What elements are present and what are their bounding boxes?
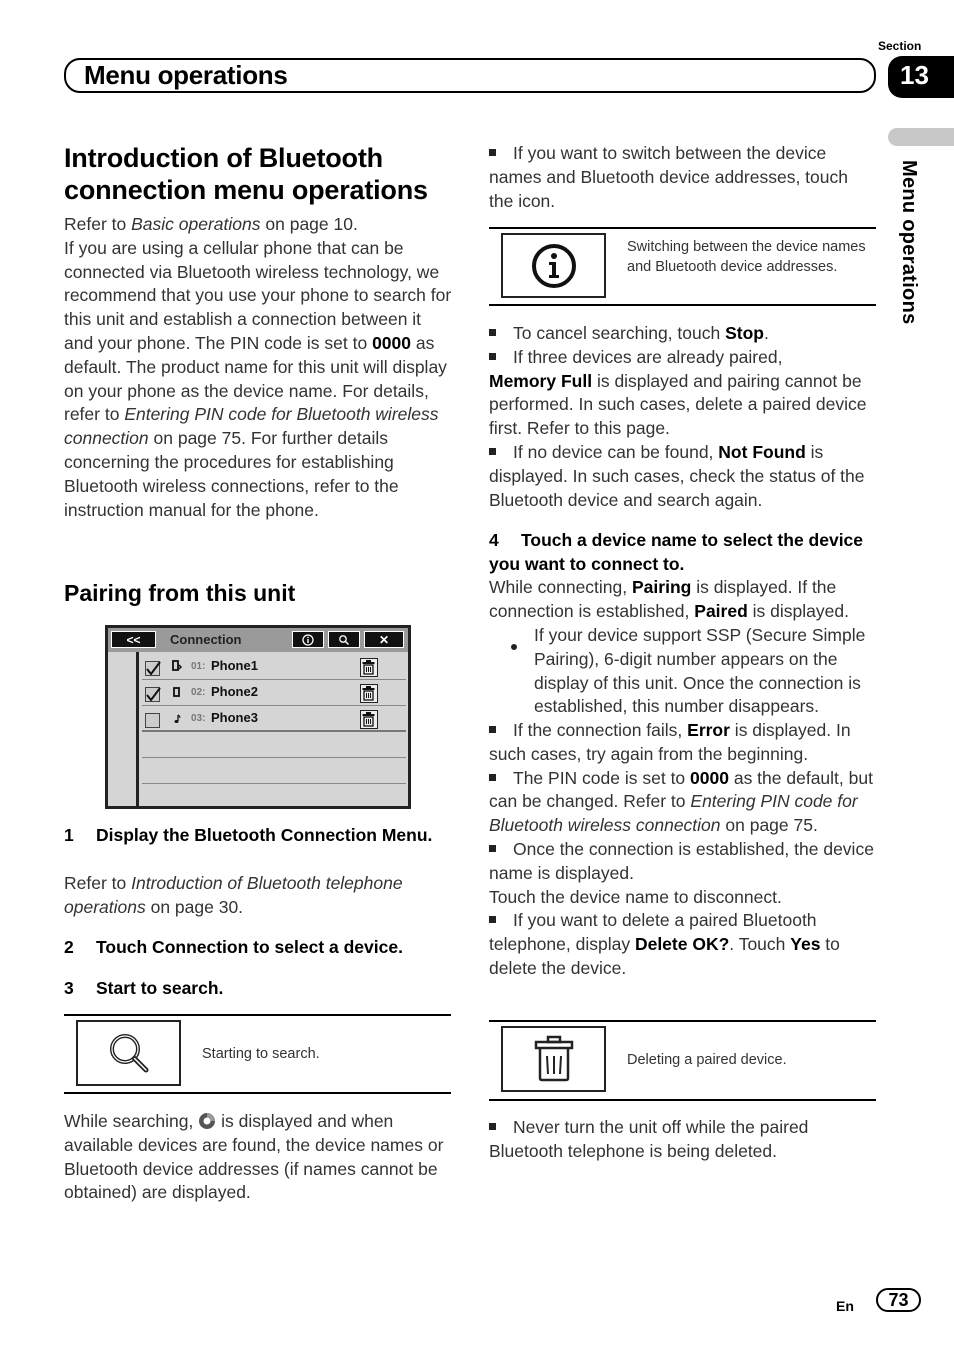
- link-basic-operations[interactable]: Basic operations: [131, 214, 261, 234]
- searching-paragraph: [64, 1110, 454, 1205]
- text: Once the connection is established, the device name is displayed.: [489, 838, 874, 883]
- note-delete: [489, 909, 879, 980]
- device-name[interactable]: Phone1: [211, 658, 258, 673]
- info-icon: [302, 634, 314, 646]
- bullet-square: [489, 726, 496, 733]
- device-number: 01:: [191, 661, 206, 672]
- device-row[interactable]: [142, 706, 406, 732]
- callout-rule-top: [489, 227, 876, 229]
- step-text: Start to search.: [96, 978, 224, 998]
- step-number: 3: [64, 978, 74, 998]
- note-cancel: [489, 322, 877, 346]
- text: If you want to switch between the device names and Bluetooth device addresses, touch the icon.: [489, 143, 848, 211]
- info-callout-text: Switching between the device names and Bluetooth device addresses.: [627, 239, 866, 275]
- text: is displayed and when available devices are found, the device names or Bluetooth device addresses (if names cannot be obtained) are displayed.: [64, 1111, 444, 1203]
- music-note-icon: [172, 712, 182, 724]
- page-number: 73: [876, 1288, 921, 1312]
- search-callout-text: Starting to search.: [202, 1046, 320, 1062]
- text: on page 75. For further details concerning the procedures for establishing Bluetooth wireless connections, refer to the instruction manual for the phone.: [64, 428, 399, 520]
- device-number: 02:: [191, 687, 206, 698]
- step-4: [489, 529, 877, 576]
- text: . Touch: [729, 934, 791, 955]
- back-button[interactable]: <<: [111, 631, 156, 648]
- bullet-square: [489, 448, 496, 455]
- trash-icon: [361, 711, 376, 727]
- bullet-square: [489, 916, 496, 923]
- bullet: [489, 624, 534, 719]
- page-header-title: Menu operations: [84, 60, 288, 90]
- text: is displayed. In such cases, check the status of the Bluetooth device and search again.: [489, 441, 865, 510]
- callout-rule-bottom: [489, 1099, 876, 1101]
- side-section-label: Menu operations: [898, 160, 920, 325]
- device-checkbox[interactable]: [145, 687, 160, 702]
- delete-device-button[interactable]: [360, 710, 378, 729]
- step-2: [64, 936, 403, 960]
- step-1: [64, 824, 454, 848]
- text: on page 30.: [145, 896, 244, 917]
- text: as the default, but can be changed. Refer to: [489, 767, 873, 812]
- bullet-square: [489, 329, 496, 336]
- device-number: 03:: [191, 713, 206, 724]
- error-label: Error: [687, 720, 730, 740]
- screen-title: Connection: [170, 632, 242, 647]
- checkmark-icon: [146, 660, 161, 677]
- trash-icon: [532, 1034, 576, 1084]
- step-text: Display the Bluetooth Connection Menu.: [96, 825, 433, 845]
- memory-full-label: Memory Full: [489, 370, 593, 391]
- trash-icon: [361, 659, 376, 675]
- text: on page 75.: [720, 815, 818, 836]
- intro-paragraph: [64, 213, 454, 522]
- empty-row: [142, 732, 406, 758]
- text: on page 10.: [260, 214, 358, 234]
- connecting-paragraph: [489, 576, 879, 624]
- text: If you are using a cellular phone that can be connected via Bluetooth wireless technology, we recommend that you use your phone to search for this unit and establish a connection between it and your phone. The PIN code is set to: [64, 237, 452, 353]
- search-icon: [338, 634, 350, 646]
- text: To cancel searching, touch: [513, 323, 726, 343]
- notes-block-1: [489, 322, 877, 512]
- note-never-off: [489, 1116, 877, 1164]
- device-checkbox[interactable]: [145, 661, 160, 676]
- close-button[interactable]: ✕: [364, 631, 404, 648]
- search-button[interactable]: [328, 631, 360, 648]
- ssp-note: [489, 624, 879, 719]
- info-icon-box: [501, 233, 606, 298]
- text: If three devices are already paired,: [513, 346, 783, 367]
- device-name[interactable]: Phone2: [211, 684, 258, 699]
- text: If your device support SSP (Secure Simple Pairing), 6-digit number appears on the display of this unit. Once the connection is established, this number disappears.: [534, 625, 866, 717]
- text: Never turn the unit off while the paired Bluetooth telephone is being deleted.: [489, 1117, 809, 1161]
- note-error: [489, 719, 879, 767]
- bullet-square: [489, 774, 496, 781]
- pairing-label: Pairing: [632, 577, 692, 597]
- notes-block-2: [489, 719, 879, 981]
- checkmark-icon: [146, 686, 161, 703]
- note-disconnect: Touch the device name to disconnect.: [489, 886, 782, 907]
- trash-icon: [361, 685, 376, 701]
- subheading-pairing: Pairing from this unit: [64, 580, 296, 606]
- title-line-1: Introduction of Bluetooth: [64, 143, 383, 173]
- empty-row: [142, 758, 406, 784]
- text: If you want to delete a paired Bluetooth telephone, display: [489, 910, 817, 955]
- delete-ok-label: Delete OK?: [634, 934, 730, 955]
- not-found-label: Not Found: [718, 441, 806, 462]
- device-name[interactable]: Phone3: [211, 710, 258, 725]
- section-number: 13: [900, 60, 929, 90]
- callout-rule-bottom: [489, 304, 876, 306]
- text: .: [763, 323, 769, 343]
- text: is displayed and pairing cannot be performed. In such cases, delete a paired device first. Refer to this page.: [489, 370, 867, 439]
- bullet-square: [489, 353, 496, 360]
- device-row[interactable]: [142, 680, 406, 706]
- text: While connecting,: [489, 577, 632, 597]
- side-thumb-tab: [888, 128, 954, 146]
- title-line-2: connection menu operations: [64, 175, 428, 205]
- callout-rule-top: [64, 1014, 451, 1016]
- device-checkbox[interactable]: [145, 713, 160, 728]
- search-icon: [106, 1030, 152, 1076]
- text: Refer to: [64, 873, 132, 893]
- connection-screen: [105, 625, 411, 809]
- phone-audio-icon: [172, 660, 182, 672]
- note-established: [489, 838, 879, 886]
- link-entering-pin[interactable]: Entering PIN code for Bluetooth wireless connection: [64, 404, 439, 449]
- phone-icon: [172, 686, 182, 698]
- bullet-square: [489, 845, 496, 852]
- step-3: [64, 977, 223, 1001]
- step-number: 4: [489, 530, 499, 550]
- note-not-found: [489, 441, 877, 512]
- text: If the connection fails,: [513, 720, 688, 740]
- note-pin: [489, 767, 879, 838]
- yes-label: Yes: [790, 934, 821, 955]
- text: While searching,: [64, 1111, 199, 1131]
- text: is displayed.: [747, 600, 849, 621]
- bullet-dot: [511, 644, 517, 650]
- text: Refer to: [64, 214, 132, 234]
- text: to delete the device.: [489, 934, 840, 978]
- search-icon-box: [76, 1020, 181, 1086]
- info-icon: [531, 243, 577, 289]
- callout-rule-top: [489, 1020, 876, 1022]
- callout-rule-bottom: [64, 1092, 451, 1094]
- step-text: Touch a device name to select the device you want to connect to.: [489, 530, 864, 574]
- stop-label: Stop: [725, 323, 764, 343]
- text: The PIN code is set to: [513, 767, 691, 788]
- step-number: 2: [64, 937, 74, 957]
- note-memory-full: [489, 346, 877, 441]
- step-text: Touch Connection to select a device.: [96, 937, 403, 957]
- pin-code: 0000: [690, 767, 729, 788]
- trash-icon-box: [501, 1026, 606, 1092]
- info-button[interactable]: [292, 631, 324, 648]
- bullet-square: [489, 149, 496, 156]
- paired-label: Paired: [694, 600, 748, 621]
- link-entering-pin[interactable]: Entering PIN code for Bluetooth wireless connection: [489, 791, 858, 836]
- bullet-square: [489, 1123, 496, 1130]
- text: If no device can be found,: [513, 441, 719, 462]
- delete-device-button[interactable]: [360, 658, 378, 677]
- language-label: En: [836, 1298, 854, 1314]
- text: is displayed. In such cases, try again from the beginning.: [489, 720, 851, 764]
- pin-code: 0000: [372, 332, 411, 353]
- switch-note: [489, 142, 877, 213]
- device-row[interactable]: [142, 654, 406, 680]
- step-1-ref: [64, 872, 454, 920]
- searching-spinner-icon: [198, 1112, 216, 1130]
- text: is displayed. If the connection is established,: [489, 577, 837, 621]
- section-label: Section: [878, 39, 922, 53]
- delete-device-button[interactable]: [360, 684, 378, 703]
- screen-left-panel: [108, 652, 139, 806]
- delete-callout-text: Deleting a paired device.: [627, 1052, 787, 1068]
- page-title: [64, 142, 428, 206]
- text: as default. The product name for this unit will display on your phone as the device name. For details, refer to: [64, 332, 447, 425]
- screen-header: [108, 628, 408, 652]
- step-number: 1: [64, 825, 74, 845]
- link-telephone-operations[interactable]: Introduction of Bluetooth telephone operations: [64, 873, 403, 917]
